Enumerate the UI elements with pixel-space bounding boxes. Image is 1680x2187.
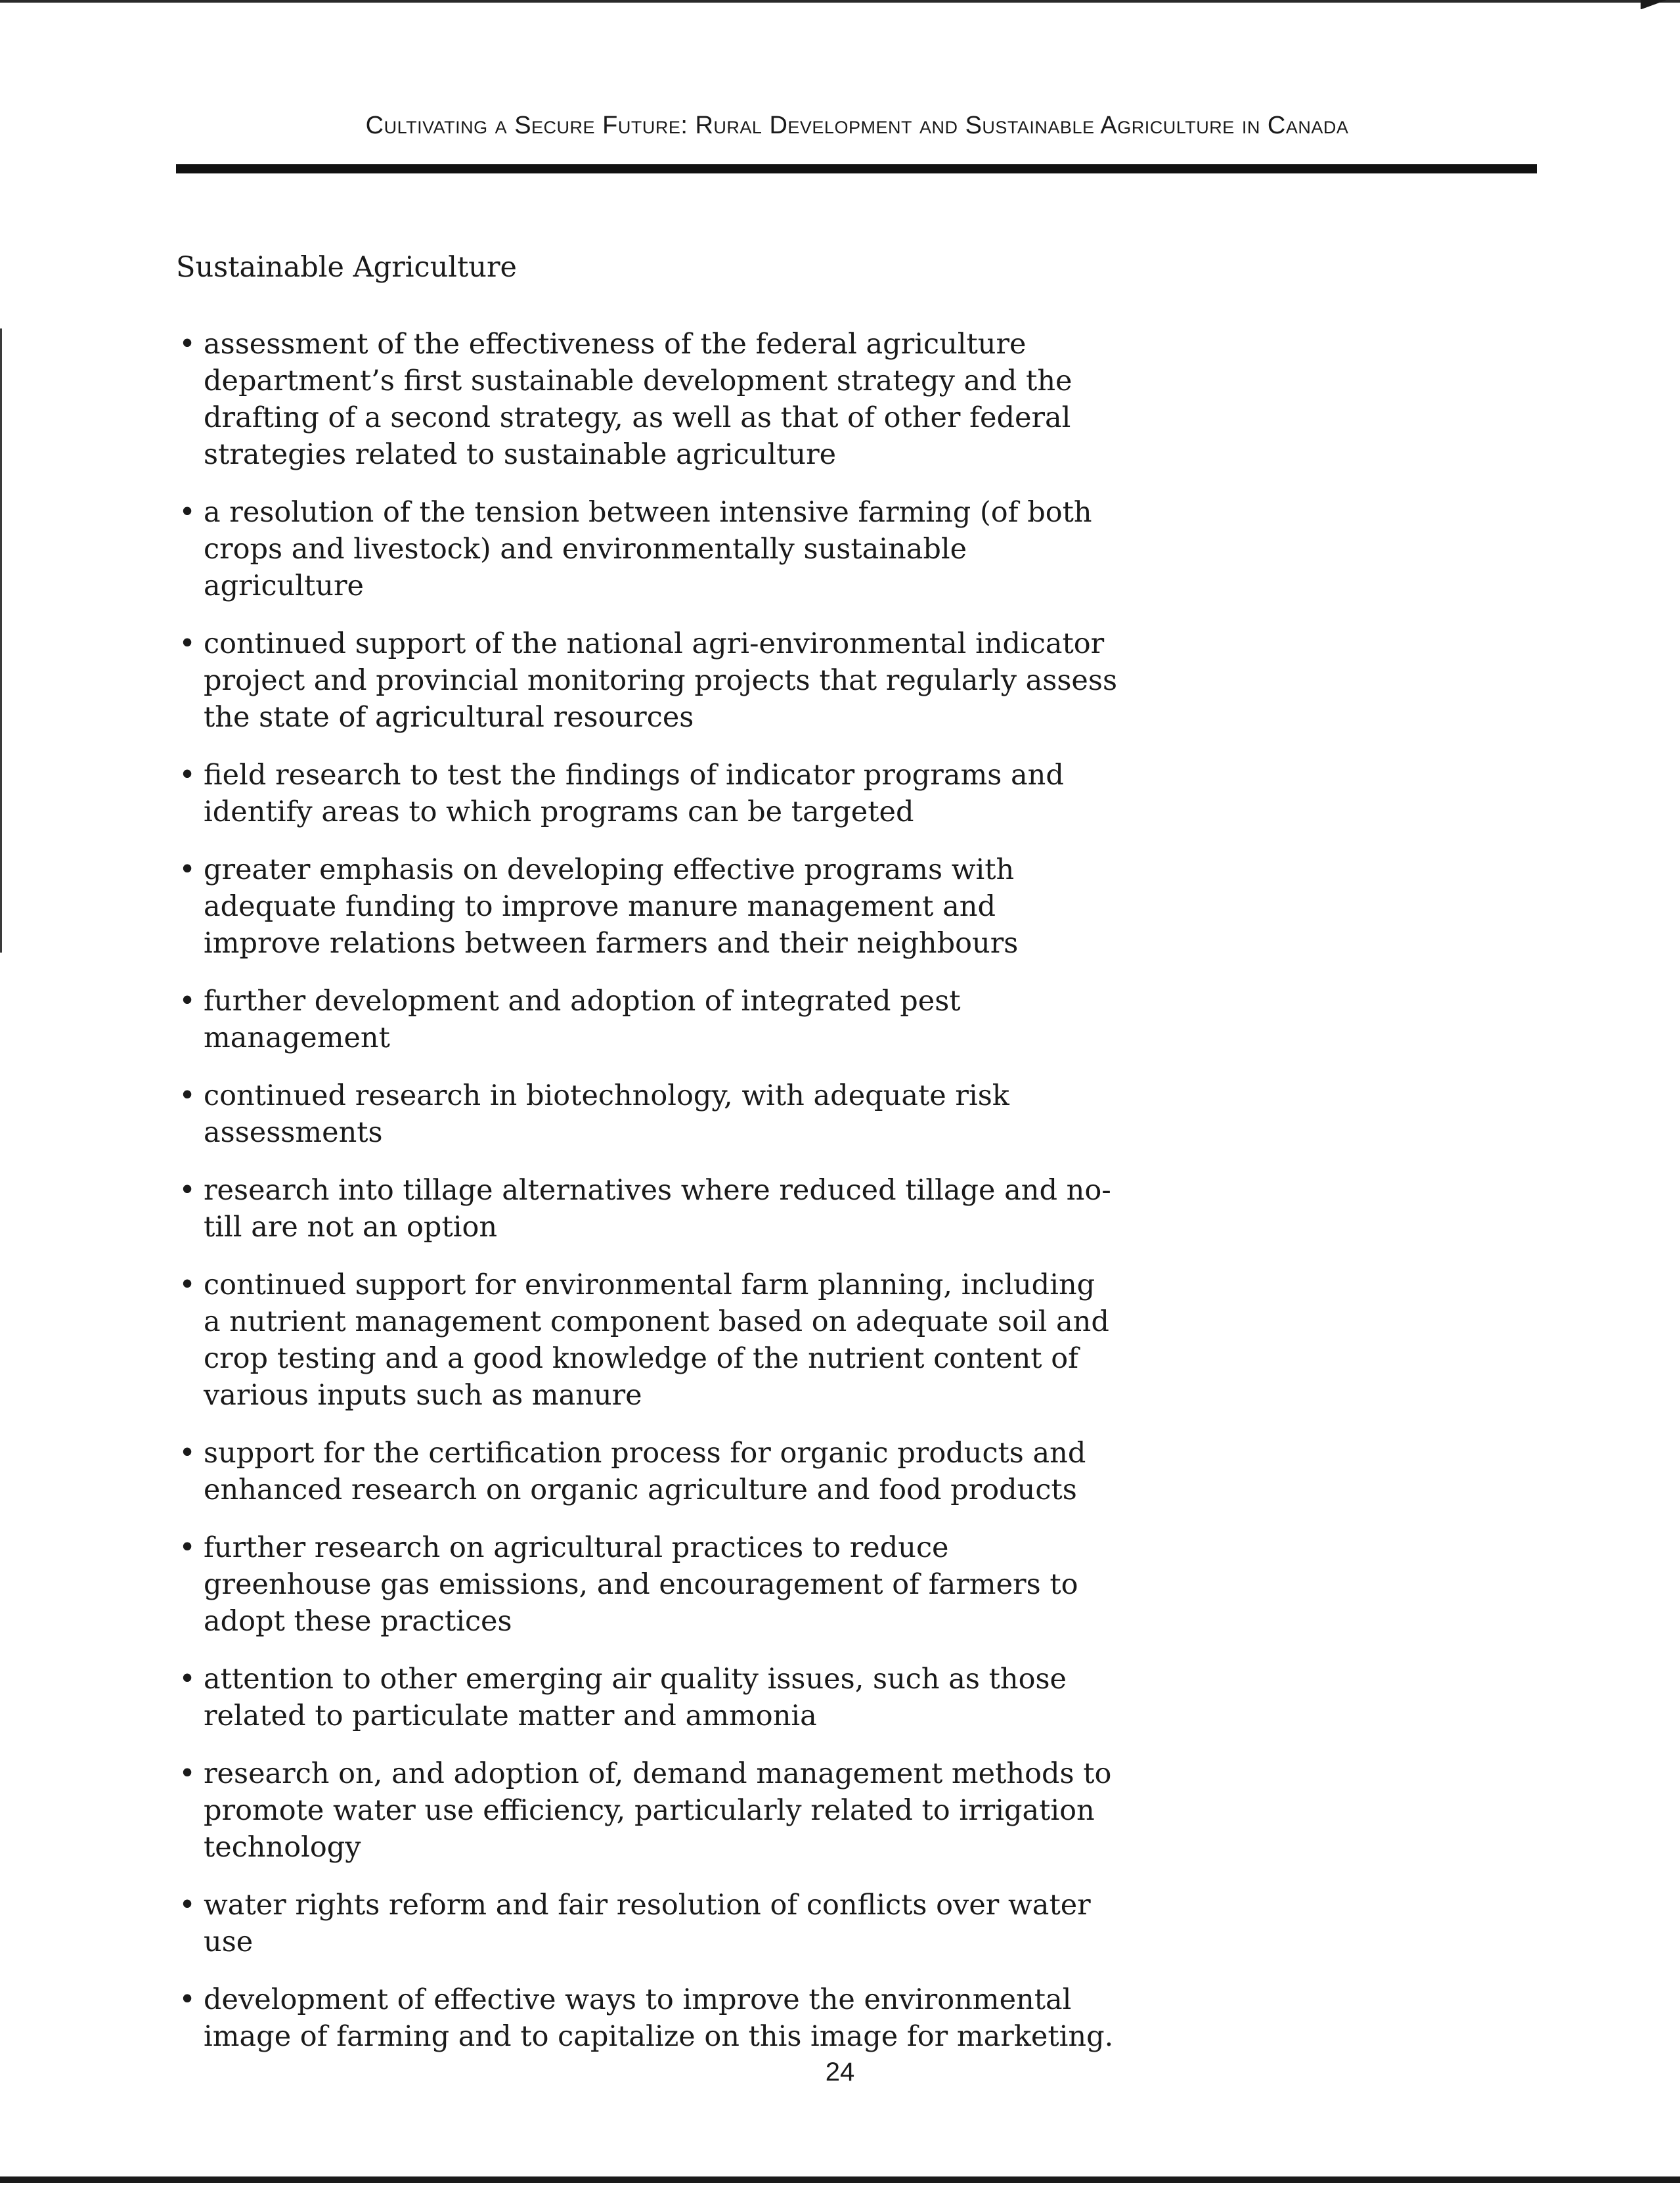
list-item	[172, 1661, 1118, 1734]
list-item-text: water rights reform and fair resolution of conflicts over water use	[204, 1889, 1091, 1958]
list-item	[172, 625, 1118, 736]
section-heading: Sustainable Agriculture	[176, 251, 518, 284]
bullet-icon: •	[179, 759, 196, 792]
list-item	[172, 326, 1118, 473]
list-item-text: a resolution of the tension between intensive farming (of both crops and livestock) and environmentally sustainable agriculture	[204, 496, 1092, 602]
bullet-icon: •	[179, 1983, 196, 2016]
list-item	[172, 494, 1118, 604]
list-item-text: support for the certification process for organic products and enhanced research on organic agriculture and food products	[204, 1437, 1086, 1506]
list-item	[172, 851, 1118, 962]
list-item	[172, 983, 1118, 1056]
list-item	[172, 1981, 1118, 2055]
list-item-text: research on, and adoption of, demand management methods to promote water use efficiency, particularly related to irrigation technology	[204, 1757, 1112, 1864]
list-item	[172, 757, 1118, 830]
list-item	[172, 1172, 1118, 1246]
bullet-icon: •	[179, 1437, 196, 1470]
bullet-icon: •	[179, 627, 196, 660]
scan-bottom-edge	[0, 2176, 1680, 2183]
bullet-icon: •	[179, 1079, 196, 1112]
list-item	[172, 1755, 1118, 1866]
bullet-icon: •	[179, 985, 196, 1018]
list-item-text: continued support for environmental farm planning, including a nutrient management component based on adequate soil and crop testing and a good knowledge of the nutrient content of various inputs such as manure	[204, 1269, 1109, 1412]
bullet-icon: •	[179, 1757, 196, 1790]
scan-left-edge	[0, 328, 2, 953]
list-item-text: field research to test the findings of indicator programs and identify areas to which programs can be targeted	[204, 759, 1064, 828]
list-item-text: greater emphasis on developing effective programs with adequate funding to improve manure management and improve relations between farmers and their neighbours	[204, 853, 1019, 960]
list-item-text: continued research in biotechnology, with adequate risk assessments	[204, 1079, 1009, 1149]
list-item-text: further development and adoption of integrated pest management	[204, 985, 961, 1054]
list-item-text: research into tillage alternatives where reduced tillage and no-till are not an option	[204, 1174, 1111, 1244]
bullet-icon: •	[179, 328, 196, 361]
list-item-text: further research on agricultural practices to reduce greenhouse gas emissions, and encouragement of farmers to adopt these practices	[204, 1531, 1078, 1638]
list-item-text: development of effective ways to improve the environmental image of farming and to capitalize on this image for marketing.	[204, 1983, 1114, 2053]
list-item	[172, 1267, 1118, 1414]
header-rule	[176, 164, 1537, 173]
scan-top-edge	[0, 0, 1680, 3]
list-item-text: attention to other emerging air quality issues, such as those related to particulate matter and ammonia	[204, 1663, 1067, 1732]
bullet-icon: •	[179, 496, 196, 529]
bullet-icon: •	[179, 853, 196, 886]
list-item-text: continued support of the national agri-environmental indicator project and provincial monitoring projects that regularly assess the state of agricultural resources	[204, 627, 1118, 734]
list-item-text: assessment of the effectiveness of the federal agriculture department’s first sustainable development strategy and the drafting of a second strategy, as well as that of other federal strategies related to sustainable agriculture	[204, 328, 1072, 471]
list-item	[172, 1887, 1118, 1960]
bullet-icon: •	[179, 1269, 196, 1301]
page-number: 24	[825, 2058, 855, 2086]
list-item	[172, 1077, 1118, 1151]
bullet-icon: •	[179, 1531, 196, 1564]
list-item	[172, 1435, 1118, 1508]
list-item	[172, 1529, 1118, 1640]
bullet-icon: •	[179, 1663, 196, 1696]
scan-corner-mark	[1641, 0, 1680, 9]
bullet-list	[172, 326, 1118, 2076]
running-header: Cultivating a Secure Future: Rural Development and Sustainable Agriculture in Canada	[365, 112, 1349, 139]
bullet-icon: •	[179, 1889, 196, 1922]
bullet-icon: •	[179, 1174, 196, 1207]
